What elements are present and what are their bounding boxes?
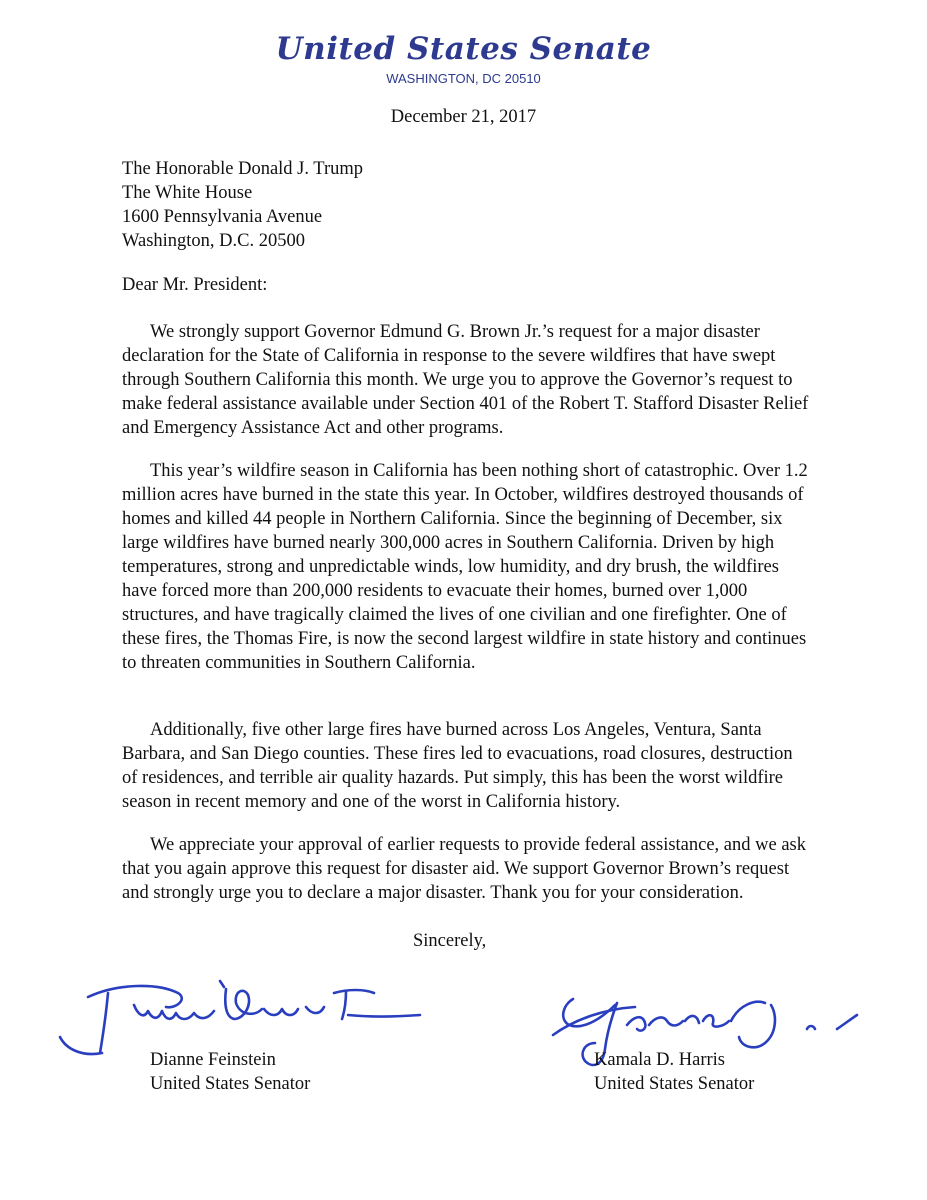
signer-title: United States Senator: [150, 1074, 311, 1094]
signer-title: United States Senator: [594, 1074, 755, 1094]
paragraph-3: [122, 718, 812, 814]
signer-harris: [594, 1048, 754, 1096]
recipient-line-3: 1600 Pennsylvania Avenue: [122, 207, 323, 227]
paragraph-text: Additionally, five other large fires have burned across Los Angeles, Ventura, Santa Barbara, and San Diego counties. These fires led to evacuations, road closures, destruction of residences, and terrible air quality hazards. Put simply, this has been the worst wildfire season in recent memory and one of the worst in California history.: [122, 720, 793, 812]
paragraph-text: We appreciate your approval of earlier requests to provide federal assistance, and we ask that you again approve this request for disaster aid. We support Governor Brown’s request and strongly urge you to declare a major disaster. Thank you for your consideration.: [122, 835, 807, 903]
salutation: Dear Mr. President:: [122, 275, 268, 295]
paragraph-text: This year’s wildfire season in California has been nothing short of catastrophic. Over 1.2 million acres have burned in the state this year. In October, wildfires destroyed thousands of homes and killed 44 people in Northern California. Since the beginning of December, six large wildfires have burned nearly 300,000 acres in Southern California. Driven by high temperatures, strong and unpredictable winds, low humidity, and dry brush, the wildfires have forced more than 200,000 residents to evacuate their homes, burned over 1,000 structures, and have tragically claimed the lives of one civilian and one firefighter. One of these fires, the Thomas Fire, is now the second largest wildfire in state history and continues to threaten communities in Southern California.: [122, 461, 808, 673]
signer-name: Kamala D. Harris: [594, 1050, 725, 1070]
paragraph-text: We strongly support Governor Edmund G. Brown Jr.’s request for a major disaster declaration for the State of California in response to the severe wildfires that have swept through Southern California this month. We urge you to approve the Governor’s request to make federal assistance available under Section 401 of the Robert T. Stafford Disaster Relief and Emergency Assistance Act and other programs.: [122, 322, 809, 438]
signer-feinstein: [150, 1048, 310, 1096]
signer-name: Dianne Feinstein: [150, 1050, 276, 1070]
letterhead-address: WASHINGTON, DC 20510: [386, 71, 541, 86]
recipient-line-2: The White House: [122, 183, 253, 203]
recipient-line-4: Washington, D.C. 20500: [122, 231, 305, 251]
paragraph-1: [122, 320, 812, 440]
paragraph-2: [122, 459, 812, 675]
letter-date: December 21, 2017: [390, 107, 537, 127]
recipient-name: The Honorable Donald J. Trump: [122, 159, 363, 179]
paragraph-4: [122, 833, 812, 905]
letterhead-title: United States Senate: [275, 31, 652, 67]
closing: Sincerely,: [413, 931, 487, 951]
recipient-address: [122, 157, 834, 253]
